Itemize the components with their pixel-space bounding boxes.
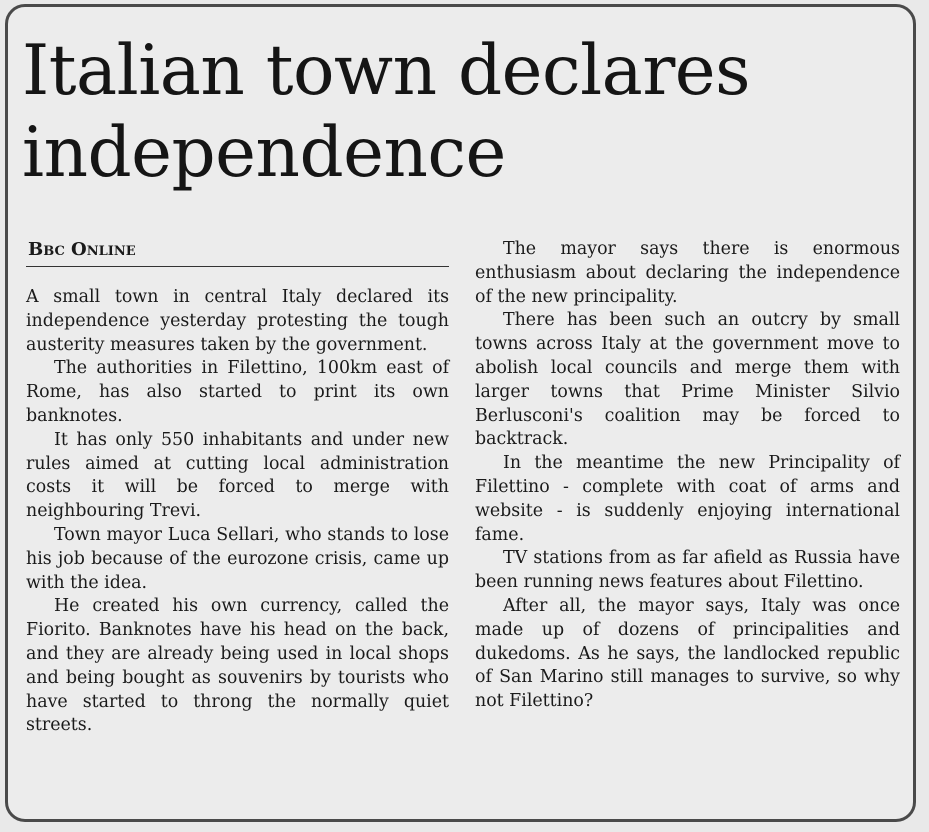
article-body (26, 238, 900, 738)
left-column (26, 238, 449, 738)
paragraph: It has only 550 inhabitants and under new rules aimed at cutting local administration costs it will be forced to merge with neighbouring Trevi. (26, 429, 449, 522)
paragraph: There has been such an outcry by small towns across Italy at the government move to abolish local councils and merge them with larger towns that Prime Minister Silvio Berlusconi's coalition may be forced to backtrack. (475, 310, 900, 450)
paragraph: The authorities in Filettino, 100km east of Rome, has also started to print its own banknotes. (26, 358, 449, 426)
paragraph: He created his own currency, called the Fiorito. Banknotes have his head on the back, and they are already being used in local shops and being bought as souvenirs by tourists who have started to throng the normally quiet streets. (26, 596, 449, 736)
paragraph: In the meantime the new Principality of Filettino - complete with coat of arms and website - is suddenly enjoying international fame. (475, 453, 900, 545)
byline: Bbc Online (26, 238, 449, 267)
paragraph: A small town in central Italy declared its independence yesterday protesting the tough austerity measures taken by the government. (26, 287, 449, 355)
paragraph: The mayor says there is enormous enthusiasm about declaring the independence of the new principality. (475, 239, 900, 307)
headline: Italian town declares independence (22, 31, 751, 193)
paragraph: TV stations from as far afield as Russia have been running news features about Filettino. (475, 548, 900, 593)
paragraph: After all, the mayor says, Italy was once made up of dozens of principalities and dukedoms. As he says, the landlocked republic of San Marino still manages to survive, so why not Filettino? (475, 595, 900, 712)
paragraph: Town mayor Luca Sellari, who stands to lose his job because of the eurozone crisis, came up with the idea. (26, 524, 449, 593)
right-column (475, 238, 900, 738)
